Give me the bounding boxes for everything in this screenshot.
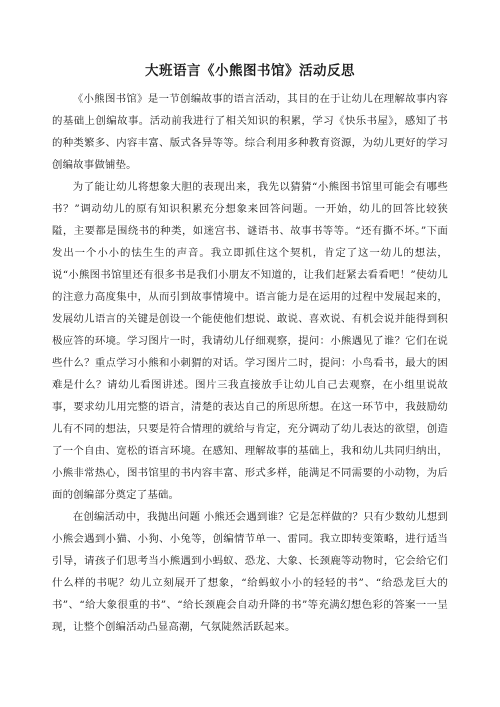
document-title: 大班语言《小熊图书馆》活动反思 xyxy=(145,63,355,79)
paragraph-intro: 《小熊图书馆》是一节创编故事的语言活动，其目的在于让幼儿在理解故事内容的基础上创编故事。活动前我进行了相关知识的积累，学习《快乐书屋》，感知了书的种类繁多、内容丰富、版式各异等等。综合利用多种教育资源，为幼儿更好的学习创编故事做铺垫。 xyxy=(52,93,448,171)
paragraph-process: 为了能让幼儿将想象大胆的表现出来，我先以猜猜“小熊图书馆里可能会有哪些书？”调动幼儿的原有知识积累充分想象来回答问题。一开始，幼儿的回答比较狭隘，主要都是围绕书的种类，如迷宫书、谜语书、故事书等等。“还有撕不坏。”下面发出一个小小的怯生生的声音。我立即抓住这个契机，肯定了这一幼儿的想法，说“小熊图书馆里还有很多书是我们小朋友不知道的，让我们赶紧去看看吧！”使幼儿的注意力高度集中，从而引到故事情境中。语言能力是在运用的过程中发展起来的，发展幼儿语言的关键是创设一个能使他们想说、敢说、喜欢说、有机会说并能得到积极应答的环境。学习图片一时，我请幼儿仔细观察，提问：小熊遇见了谁？它们在说些什么？重点学习小熊和小刺猬的对话。学习图片二时，提问：小鸟看书，最大的困难是什么？请幼儿看图讲述。图片三我直接放手让幼儿自己去观察，在小组里说故事，要求幼儿用完整的语言，清楚的表达自己的所思所想。在这一环节中，我鼓励幼儿有不同的想法，只要是符合情理的就给与肯定，充分调动了幼儿表达的欲望，创造了一个自由、宽松的语言环境。在感知、理解故事的基础上，我和幼儿共同归纳出，小熊非常热心，图书馆里的书内容丰富、形式多样，能满足不同需要的小动物，为后面的创编部分奠定了基础。 xyxy=(52,181,448,501)
paragraph-creation: 在创编活动中，我抛出问题 小熊还会遇到谁？它是怎样做的？只有少数幼儿想到小熊会遇到小猫、小狗、小兔等，创编情节单一、雷同。我立即转变策略，进行适当引导，请孩子们思考当小熊遇到小蚂蚁、恐龙、大象、长颈鹿等动物时，它会给它们什么样的书呢？幼儿立刻展开了想象，“给蚂蚁小小的轻轻的书”、“给恐龙巨大的书”、“给大象很重的书”、“给长颈鹿会自动升降的书”等充满幻想色彩的答案一一呈现，让整个创编活动凸显高潮，气氛陡然活跃起来。 xyxy=(52,511,448,633)
